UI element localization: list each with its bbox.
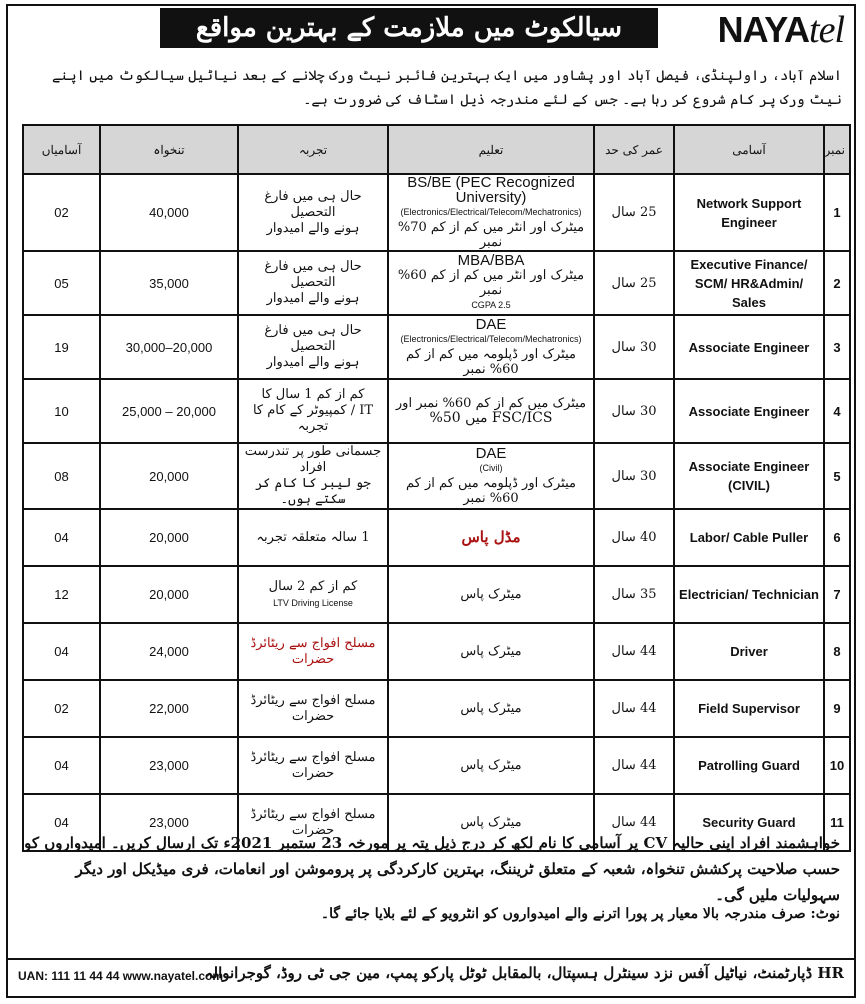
row-education (388, 379, 594, 443)
exp-line: مسلح افواج سے ریٹائرڈ حضرات (250, 749, 376, 781)
exp-line: حال ہی میں فارغ التحصیل (264, 188, 362, 220)
row-education (388, 509, 594, 566)
row-vacancies: 05 (23, 251, 100, 315)
col-header-post: آسامی (674, 125, 824, 174)
row-salary: 23,000 (100, 737, 238, 794)
job-advertisement (6, 4, 856, 998)
row-age: 44 سال (594, 680, 674, 737)
exp-line: LTV Driving License (273, 597, 353, 608)
edu-line: (Electronics/Electrical/Telecom/Mechatronics) (400, 207, 582, 217)
row-experience (238, 174, 388, 251)
row-education (388, 174, 594, 251)
ad-title: سیالکوٹ میں ملازمت کے بہترین مواقع (160, 8, 658, 48)
row-education (388, 443, 594, 509)
row-education (388, 680, 594, 737)
edu-line: FSC/ICS میں 50% (429, 410, 553, 426)
row-post: Associate Engineer (674, 379, 824, 443)
row-salary: 35,000 (100, 251, 238, 315)
edu-line: مڈل پاس (461, 528, 521, 546)
row-education (388, 315, 594, 379)
row-vacancies: 08 (23, 443, 100, 509)
row-vacancies: 04 (23, 623, 100, 680)
row-vacancies: 19 (23, 315, 100, 379)
row-age: 30 سال (594, 379, 674, 443)
edu-line: میٹرک پاس (460, 758, 522, 773)
row-vacancies: 02 (23, 680, 100, 737)
exp-line: حال ہی میں فارغ التحصیل (264, 323, 362, 354)
row-experience (238, 251, 388, 315)
edu-line: میٹرک پاس (460, 587, 522, 602)
row-education (388, 623, 594, 680)
row-salary: 22,000 (100, 680, 238, 737)
row-number: 8 (824, 623, 850, 680)
table-row (23, 443, 850, 509)
edu-line: میٹرک پاس (460, 644, 522, 659)
uan-website: UAN: 111 11 44 44 www.nayatel.com (18, 969, 223, 983)
exp-line: IT / کمپیوٹر کے کام کا تجربہ (252, 403, 374, 434)
note: نوٹ: صرف مندرجہ بالا معیار پر پورا اترنے والے امیدواروں کو انٹرویو کے لئے بلایا جائے گا۔ (320, 906, 840, 922)
row-vacancies: 04 (23, 794, 100, 851)
row-age: 44 سال (594, 737, 674, 794)
row-salary: 23,000 (100, 794, 238, 851)
row-age: 30 سال (594, 315, 674, 379)
row-experience (238, 737, 388, 794)
table-row (23, 379, 850, 443)
row-experience (238, 566, 388, 623)
row-age: 40 سال (594, 509, 674, 566)
logo-brand: NAYA (717, 9, 810, 50)
table-row (23, 174, 850, 251)
row-salary: 20,000 (100, 509, 238, 566)
row-age: 25 سال (594, 251, 674, 315)
application-instructions: خواہشمند افراد اپنی حالیہ CV پر آسامی کا نام لکھ کر درج ذیل پتہ پر مورخہ 23 ستمبر 2021ء تک ارسال کریں۔ امیدواروں کو حسب صلاحیت پرکشش تنخواہ، شعبہ کے متعلق ٹریننگ، بہترین کارکردگی پر پروموشن اور انعامات، فری میڈیکل اور دیگر سہولیات ملیں گی۔ (24, 834, 840, 904)
row-age: 44 سال (594, 794, 674, 851)
exp-line: جو لیبر کا کام کر سکتے ہوں۔ (255, 476, 371, 507)
edu-line: BS/BE (PEC Recognized University) (407, 174, 575, 206)
row-experience (238, 680, 388, 737)
row-number: 4 (824, 379, 850, 443)
vacancies-table (22, 124, 851, 852)
row-number: 9 (824, 680, 850, 737)
table-row (23, 623, 850, 680)
edu-line: میٹرک اور انٹر میں کم از کم 70% نمبر (397, 220, 585, 250)
exp-line: کم از کم 1 سال کا (261, 387, 365, 402)
col-header-experience: تجربہ (238, 125, 388, 174)
row-post: Labor/ Cable Puller (674, 509, 824, 566)
row-number: 11 (824, 794, 850, 851)
row-salary: 24,000 (100, 623, 238, 680)
row-salary: 20,000 (100, 443, 238, 509)
exp-line: جسمانی طور پر تندرست افراد (244, 444, 382, 475)
table-header-row (23, 125, 850, 174)
row-salary: 20,000 (100, 566, 238, 623)
logo-tel: tel (809, 9, 844, 51)
row-education (388, 566, 594, 623)
row-vacancies: 10 (23, 379, 100, 443)
row-post: Associate Engineer (674, 315, 824, 379)
row-vacancies: 04 (23, 737, 100, 794)
exp-line: ہونے والے امیدوار (266, 291, 360, 306)
table-row (23, 737, 850, 794)
row-post: Security Guard (674, 794, 824, 851)
row-number: 10 (824, 737, 850, 794)
edu-line: MBA/BBA (457, 252, 525, 269)
exp-line: کم از کم 2 سال (268, 578, 358, 594)
edu-line: میٹرک میں کم از کم 60% نمبر اور (395, 396, 587, 411)
row-vacancies: 04 (23, 509, 100, 566)
intro-paragraph: اسلام آباد، راولپنڈی، فیصل آباد اور پشاور میں ایک بہترین فائبر نیٹ ورک چلانے کے بعد نیاٹیل سیالکوٹ میں اپنے نیٹ ورک پر کام شروع کر رہا ہے۔ جس کے لئے مندرجہ ذیل اسٹاف کی ضرورت ہے۔ (51, 68, 842, 108)
edu-line: DAE (475, 445, 507, 462)
edu-line: DAE (475, 316, 507, 333)
edu-line: میٹرک پاس (460, 701, 522, 716)
col-header-vacancies: آسامیاں (23, 125, 100, 174)
row-post: Field Supervisor (674, 680, 824, 737)
row-experience (238, 623, 388, 680)
row-number: 2 (824, 251, 850, 315)
exp-line: مسلح افواج سے ریٹائرڈ حضرات (250, 806, 376, 838)
row-experience (238, 443, 388, 509)
row-number: 7 (824, 566, 850, 623)
row-age: 30 سال (594, 443, 674, 509)
hr-address: HR ڈپارٹمنٹ، نیاٹیل آفس نزد سینٹرل ہسپتال، بالمقابل ٹوٹل پارکو پمپ، مین جی ٹی روڈ، گوجرانوالہ (204, 964, 844, 982)
exp-line: مسلح افواج سے ریٹائرڈ حضرات (250, 692, 376, 724)
row-experience (238, 379, 388, 443)
row-number: 1 (824, 174, 850, 251)
row-vacancies: 12 (23, 566, 100, 623)
edu-line: میٹرک اور ڈپلومہ میں کم از کم 60% نمبر (406, 476, 576, 506)
row-salary: 20,000 – 25,000 (100, 379, 238, 443)
exp-line: حال ہی میں فارغ التحصیل (264, 259, 362, 290)
ad-header (8, 6, 854, 62)
row-education (388, 737, 594, 794)
table-row (23, 251, 850, 315)
edu-line: میٹرک پاس (460, 815, 522, 830)
footer (8, 958, 854, 996)
row-age: 25 سال (594, 174, 674, 251)
row-post: Electrician/ Technician (674, 566, 824, 623)
edu-line: CGPA 2.5 (471, 300, 511, 310)
row-post: Executive Finance/ SCM/ HR&Admin/ Sales (674, 251, 824, 315)
nayatel-logo (718, 10, 844, 50)
row-age: 35 سال (594, 566, 674, 623)
row-salary: 20,000–30,000 (100, 315, 238, 379)
row-vacancies: 02 (23, 174, 100, 251)
table-row (23, 315, 850, 379)
row-age: 44 سال (594, 623, 674, 680)
col-header-number: نمبر (824, 125, 850, 174)
edu-line: (Civil) (479, 463, 503, 473)
exp-line: ہونے والے امیدوار (266, 355, 360, 370)
edu-line: میٹرک اور ڈپلومہ میں کم از کم 60% نمبر (406, 347, 576, 377)
edu-line: میٹرک اور انٹر میں کم از کم 60% نمبر (397, 268, 585, 298)
col-header-salary: تنخواہ (100, 125, 238, 174)
row-experience (238, 509, 388, 566)
row-salary: 40,000 (100, 174, 238, 251)
exp-line: مسلح افواج سے ریٹائرڈ حضرات (250, 635, 376, 667)
row-post: Driver (674, 623, 824, 680)
row-number: 5 (824, 443, 850, 509)
row-number: 3 (824, 315, 850, 379)
row-post: Associate Engineer (CIVIL) (674, 443, 824, 509)
table-row (23, 509, 850, 566)
exp-line: ہونے والے امیدوار (266, 220, 360, 236)
col-header-age: عمر کی حد (594, 125, 674, 174)
table-row (23, 680, 850, 737)
row-experience (238, 315, 388, 379)
edu-line: (Electronics/Electrical/Telecom/Mechatronics) (400, 334, 582, 344)
row-education (388, 251, 594, 315)
row-post: Network Support Engineer (674, 174, 824, 251)
row-number: 6 (824, 509, 850, 566)
table-row (23, 566, 850, 623)
row-post: Patrolling Guard (674, 737, 824, 794)
col-header-education: تعلیم (388, 125, 594, 174)
exp-line: 1 سالہ متعلقہ تجربہ (256, 529, 370, 545)
